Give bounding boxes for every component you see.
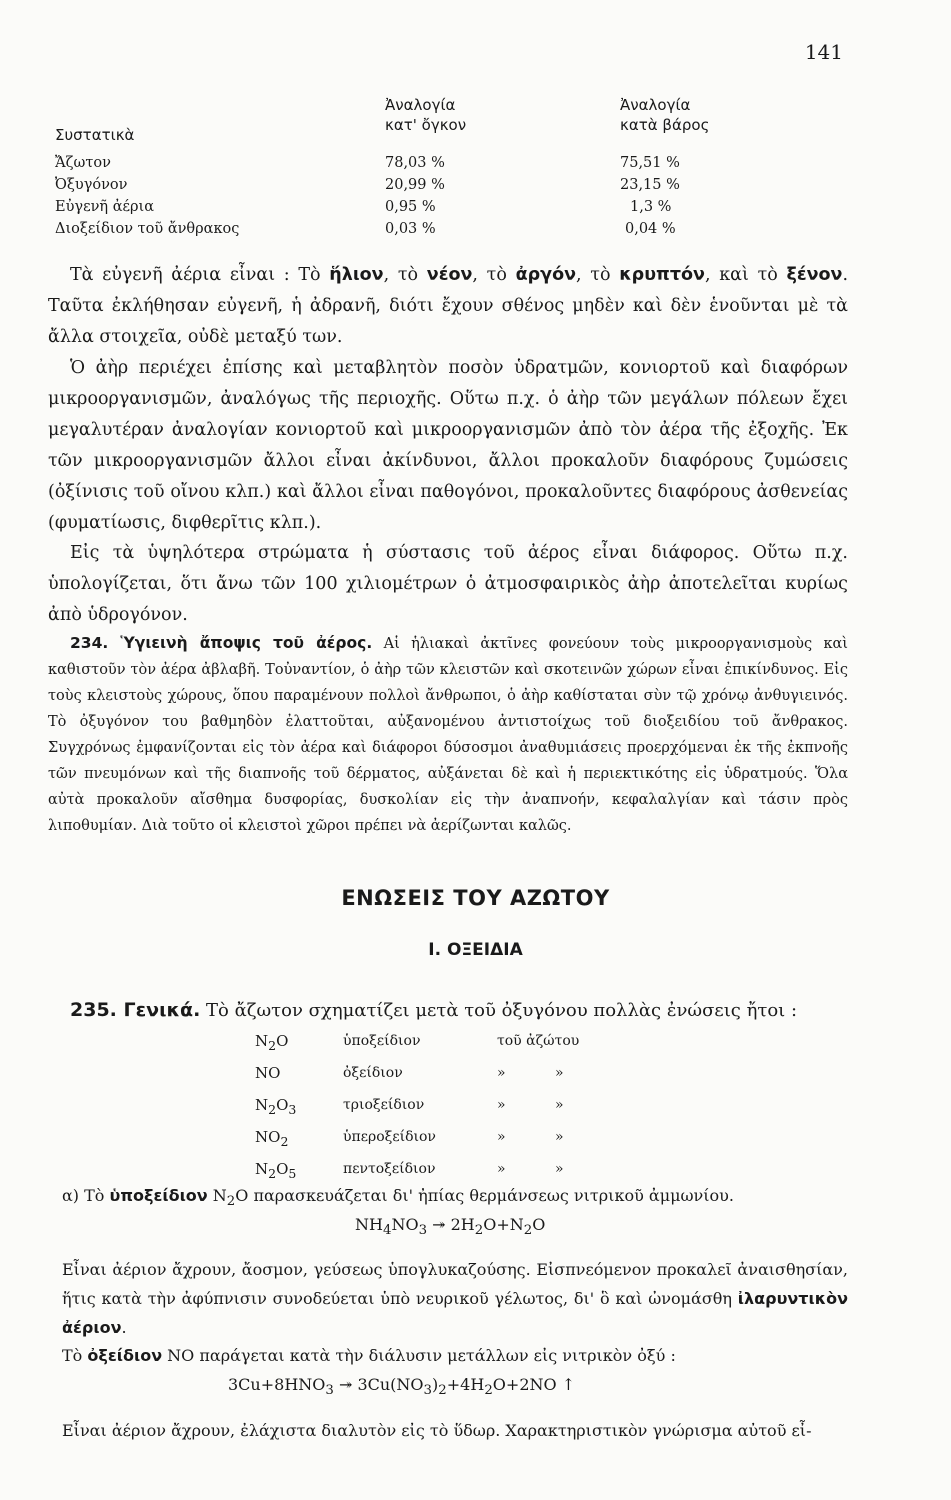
table-row [55,219,735,239]
subscript: 2 [226,1194,236,1210]
weight-value: 75,51 % [620,155,680,171]
term-nitrous-oxide: ὑποξείδιον [109,1186,208,1205]
reaction-arrow: ↠ [427,1215,451,1234]
oxide-name: τριοξείδιον [343,1097,425,1113]
table-row [55,197,735,217]
ditto-mark: » [555,1161,564,1177]
text-run: O παρασκευάζεται δι' ἠπίας θερμάνσεως νιτρικοῦ ἀμμωνίου. [235,1186,734,1205]
section-234-title: 234. Ὑγιεινὴ ἄποψις τοῦ ἀέρος. [70,634,373,652]
text-run: . Ταῦτα ἐκλήθησαν εὐγενῆ, ἡ ἀδρανῆ, διότι ἔχουν σθένος μηδὲν καὶ δὲν ἑνοῦνται μὲ τὰ ἄλλα στοιχεῖα, οὐδὲ μεταξύ των. [48,265,849,347]
list-item [255,1121,655,1153]
ditto-mark: » [497,1097,506,1113]
oxide-name: πεντοξείδιον [343,1161,436,1177]
paragraph-nitric-oxide [62,1340,862,1371]
term-nitric-oxide: ὀξείδιον [87,1346,163,1365]
chapter-heading: ΕΝΩΣΕΙΣ ΤΟΥ ΑΖΩΤΟΥ [341,886,610,910]
section-235-title: 235. Γενικά. [70,999,201,1021]
table-header-weight-1: Ἀναλογία [620,96,691,114]
text-run: Τὰ εὐγενῆ ἀέρια εἶναι : Τὸ [70,265,330,285]
weight-value: 1,3 % [630,199,672,215]
paragraph-upper-atmosphere: Εἰς τὰ ὑψηλότερα στρώματα ἡ σύστασις τοῦ ἀέρος εἶναι διάφορος. Οὕτω π.χ. ὑπολογίζεται, ὅτι ἄνω τῶν 100 χιλιομέτρων ὁ ἀτμοσφαιρικὸς ἀὴρ ἀποτελεῖται κυρίως ἀπὸ ὑδρογόνον. [48,543,848,625]
component-name: Ὀξυγόνον [55,177,128,193]
formula: NO [255,1064,281,1082]
oxide-name: ὀξείδιον [343,1065,403,1081]
weight-value: 0,04 % [625,221,676,237]
gas-arrow-icon: ↑ [556,1375,576,1394]
formula: $NO_2$ [255,1128,289,1149]
text-run: , τὸ [576,265,620,285]
term-helium: ἥλιον [329,265,384,285]
table-header-components: Συστατικὰ [55,126,135,144]
table-header-weight-2: κατὰ βάρος [620,116,710,134]
paragraph-nitrous-oxide [62,1180,862,1217]
component-name: Ἄζωτον [55,155,111,171]
text-run: N [207,1186,227,1205]
page-number: 141 [804,40,843,64]
equation-ammonium-nitrate: $NH_4NO_3$ ↠ $2H_2O+N_2O$ [355,1215,546,1239]
term-argon: ἀργόν [515,265,577,285]
paragraph-nitric-oxide-properties: Εἶναι ἀέριον ἄχρουν, ἐλάχιστα διαλυτὸν εἰς τὸ ὕδωρ. Χαρακτηριστικὸν γνώρισμα αὐτοῦ εἶ- [62,1421,812,1440]
table-header-volume-1: Ἀναλογία [385,96,456,114]
volume-value: 0,95 % [385,199,436,215]
paragraph-noble-gases [48,260,848,353]
oxides-list [255,1025,655,1185]
ditto-mark: » [497,1129,506,1145]
text-run: , καὶ τὸ [704,265,787,285]
oxide-name: ὑπεροξείδιον [343,1129,436,1145]
section-234-text: Αἱ ἡλιακαὶ ἀκτῖνες φονεύουν τοὺς μικροοργανισμοὺς καὶ καθιστοῦν τὸν ἀέρα ἀβλαβῆ. Τοὐναντίον, ὁ ἀὴρ τῶν κλειστῶν καὶ σκοτεινῶν χώρων εἶναι ἐπικίνδυνος. Εἰς τοὺς κλειστοὺς χώρους, ὅπου παραμένουν πολλοὶ ἄνθρωποι, ὁ ἀὴρ καθίσταται σὺν τῷ χρόνῳ ἀνθυγιεινός. Τὸ ὀξυγόνον του βαθμηδὸν ἐλαττοῦται, αὐξανομένου ἀντιστοίχως τοῦ διοξειδίου τοῦ ἄνθρακος. Συγχρόνως ἐμφανίζονται εἰς τὸν ἀέρα καὶ διάφοροι δύσοσμοι ἀναθυμιάσεις προερχόμεναι ἐκ τῆς ἐκπνοῆς τῶν πνευμόνων καὶ τῆς διαπνοῆς τοῦ δέρματος, αὐξάνεται δὲ καὶ ἡ περιεκτικότης εἰς ὑδρατμούς. Ὅλα αὐτὰ προκαλοῦν αἴσθημα δυσφορίας, δυσκολίαν εἰς τὴν ἀναπνοήν, κεφαλαλγίαν καὶ τάσιν πρὸς λιποθυμίαν. Διὰ τοῦτο οἱ κλειστοὶ χῶροι πρέπει νὰ ἀερίζωνται καλῶς. [48,636,848,834]
list-item [255,1025,655,1057]
equation-copper-nitric-acid: $3Cu+8HNO_3$ ↠ $3Cu(NO_3)_2+4H_2O+2NO$ ↑ [228,1375,576,1399]
formula: $N_2O_3$ [255,1096,297,1117]
volume-value: 0,03 % [385,221,436,237]
component-name: Διοξείδιον τοῦ ἄνθρακος [55,221,240,237]
table-row [55,153,735,173]
ditto-mark: » [555,1097,564,1113]
reaction-arrow: ↠ [333,1375,358,1394]
ditto-mark: » [555,1065,564,1081]
text-run: , τὸ [383,265,427,285]
ditto-mark: » [497,1161,506,1177]
list-item [255,1057,655,1089]
volume-value: 20,99 % [385,177,445,193]
oxide-name: ὑποξείδιον [343,1033,421,1049]
formula: $N_2O_5$ [255,1160,297,1181]
term-laughing-gas: ἰλαρυντικὸν ἀέριον [62,1289,848,1337]
term-xenon: ξένον [786,265,843,285]
term-krypton: κρυπτόν [619,265,705,285]
ditto-mark: » [497,1065,506,1081]
oxide-suffix: τοῦ ἀζώτου [497,1033,580,1049]
section-234 [48,630,848,839]
section-235-text: Τὸ ἄζωτον σχηματίζει μετὰ τοῦ ὀξυγόνου πολλὰς ἐνώσεις ἤτοι : [200,1000,798,1021]
term-neon: νέον [426,265,473,285]
text-run: α) Τὸ [62,1186,110,1205]
table-header-volume-2: κατ' ὄγκον [385,116,467,134]
text-run: , τὸ [472,265,516,285]
paragraph-air-impurities: Ὁ ἀὴρ περιέχει ἐπίσης καὶ μεταβλητὸν ποσὸν ὑδρατμῶν, κονιορτοῦ καὶ διαφόρων μικροοργανισμῶν, ἀναλόγως τῆς περιοχῆς. Οὕτω π.χ. ὁ ἀὴρ τῶν μεγάλων πόλεων ἔχει μεγαλυτέραν ἀναλογίαν κονιορτοῦ καὶ μικροοργανισμῶν ἀπὸ τὸν ἀέρα τῆς ἐξοχῆς. Ἐκ τῶν μικροοργανισμῶν ἄλλοι εἶναι ἀκίνδυνοι, ἄλλοι προκαλοῦν διαφόρους ζυμώσεις (ὀξίνισις τοῦ οἴνου κλπ.) καὶ ἄλλοι εἶναι παθογόνοι, προκαλοῦντες διαφόρους ἀσθενείας (φυματίωσις, διφθερῖτις κλπ.). [48,358,848,533]
text-run: . [121,1318,127,1337]
text-run: Τὸ [62,1346,88,1365]
section-235 [48,995,848,1026]
text-run: NO παράγεται κατὰ τὴν διάλυσιν μετάλλων εἰς νιτρικὸν ὀξύ : [162,1346,676,1365]
weight-value: 23,15 % [620,177,680,193]
volume-value: 78,03 % [385,155,445,171]
table-row [55,175,735,195]
paragraph-laughing-gas [62,1255,848,1342]
ditto-mark: » [555,1129,564,1145]
list-item [255,1089,655,1121]
formula: $N_2O$ [255,1032,289,1053]
text-run: Εἶναι ἀέριον ἄχρουν, ἄοσμον, γεύσεως ὑπογλυκαζούσης. Εἰσπνεόμενον προκαλεῖ ἀναισθησίαν, ἥτις κατὰ τὴν ἀφύπνισιν συνοδεύεται ὑπὸ νευρικοῦ γέλωτος, δι' ὃ καὶ ὠνομάσθη [62,1260,848,1308]
component-name: Εὐγενῆ ἀέρια [55,199,154,215]
section-heading: Ι. ΟΞΕΙΔΙΑ [428,940,523,960]
